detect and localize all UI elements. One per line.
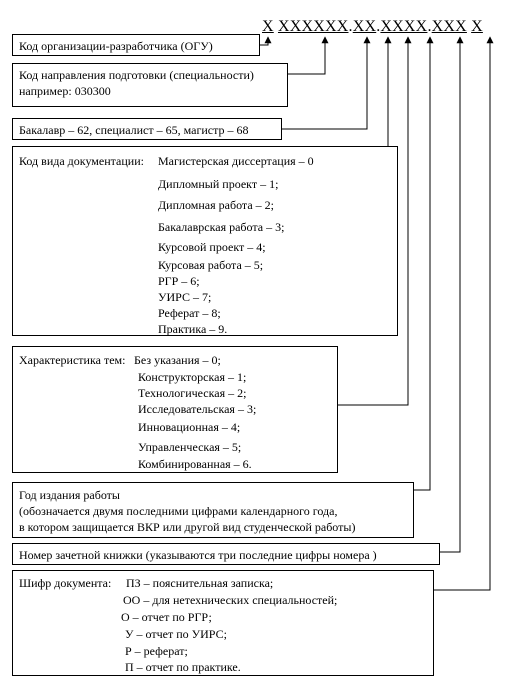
doc-type-item: Курсовой проект – 4; bbox=[158, 240, 266, 254]
doc-type-item: УИРС – 7; bbox=[158, 290, 212, 304]
doc-type-item: Дипломный проект – 1; bbox=[158, 177, 279, 191]
doc-type-item: РГР – 6; bbox=[158, 274, 200, 288]
cipher-item: ПЗ – пояснительная записка; bbox=[126, 576, 274, 590]
connector-cipher bbox=[434, 37, 490, 590]
doc-type-item: Бакалаврская работа – 3; bbox=[158, 220, 285, 234]
topic-item: Без указания – 0; bbox=[134, 353, 221, 367]
code-segment-4: XXX bbox=[431, 18, 467, 35]
code-suffix: X bbox=[471, 18, 483, 35]
cipher-item: ОО – для нетехнических специальностей; bbox=[123, 593, 338, 607]
doc-type-title: Код вида документации: bbox=[19, 154, 144, 168]
connector-record-book bbox=[440, 37, 460, 552]
record-book-label: Номер зачетной книжки (указываются три последние цифры номера ) bbox=[19, 548, 377, 562]
direction-label: Код направления подготовки (специальности) bbox=[19, 68, 254, 82]
code-dot-3: . bbox=[427, 18, 432, 35]
box-org-code bbox=[12, 34, 260, 56]
year-label: Год издания работы bbox=[19, 488, 120, 502]
box-degree-code bbox=[12, 118, 282, 140]
box-topic bbox=[12, 346, 338, 473]
code-segment-3: XXXX bbox=[380, 18, 428, 35]
code-segment-1: XXXXXX bbox=[277, 18, 349, 35]
doc-type-item: Дипломная работа – 2; bbox=[158, 198, 274, 212]
cipher-title: Шифр документа: bbox=[19, 576, 112, 590]
topic-item: Комбинированная – 6. bbox=[138, 457, 252, 471]
degree-label: Бакалавр – 62, специалист – 65, магистр – 68 bbox=[19, 123, 249, 137]
org-code-label: Код организации-разработчика (ОГУ) bbox=[19, 39, 213, 53]
year-note-2: в котором защищается ВКР или другой вид студенческой работы) bbox=[19, 520, 356, 535]
topic-item: Инновационная – 4; bbox=[138, 420, 241, 434]
doc-type-item: Реферат – 8; bbox=[158, 306, 221, 320]
connector-org bbox=[260, 37, 268, 45]
cipher-item: У – отчет по УИРС; bbox=[125, 627, 227, 641]
code-segment-2: XX bbox=[352, 18, 377, 35]
code-dot-1: . bbox=[348, 18, 353, 35]
doc-type-item: Магистерская диссертация – 0 bbox=[158, 154, 314, 168]
code-dot-2: . bbox=[376, 18, 381, 35]
topic-title: Характеристика тем: bbox=[19, 353, 126, 367]
topic-item: Управленческая – 5; bbox=[138, 440, 242, 454]
year-note-1: (обозначается двумя последними цифрами календарного года, bbox=[19, 504, 338, 519]
connector-direction bbox=[288, 37, 325, 74]
connector-year bbox=[414, 37, 430, 490]
topic-item: Исследовательская – 3; bbox=[138, 402, 257, 416]
topic-item: Технологическая – 2; bbox=[138, 386, 247, 400]
cipher-item: Р – реферат; bbox=[125, 644, 188, 658]
box-record-book bbox=[12, 543, 440, 565]
cipher-item: О – отчет по РГР; bbox=[121, 610, 212, 624]
doc-type-item: Практика – 9. bbox=[158, 322, 228, 336]
cipher-item: П – отчет по практике. bbox=[125, 660, 241, 674]
box-direction-code bbox=[12, 63, 288, 107]
box-doc-type bbox=[12, 146, 398, 336]
code-prefix: X bbox=[262, 18, 274, 35]
topic-item: Конструкторская – 1; bbox=[138, 370, 247, 384]
doc-type-item: Курсовая работа – 5; bbox=[158, 258, 264, 272]
box-year bbox=[12, 482, 414, 538]
direction-example: например: 030300 bbox=[19, 84, 111, 99]
box-cipher bbox=[12, 570, 434, 676]
